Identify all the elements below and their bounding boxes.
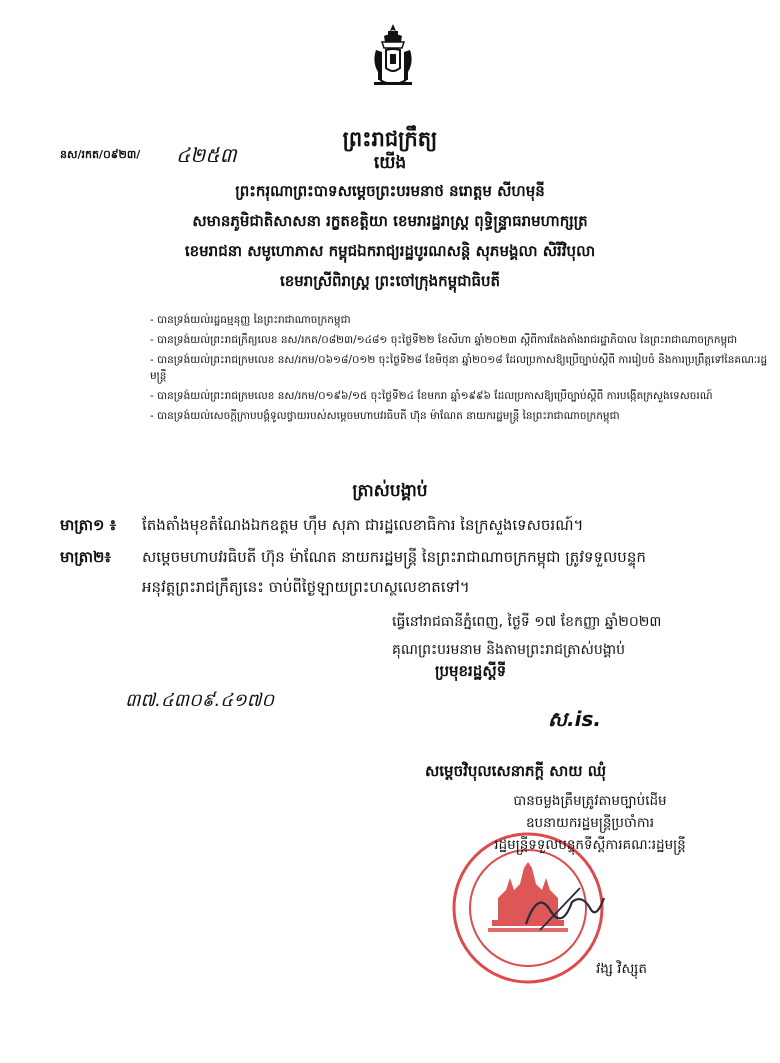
handwritten-number: ៤២៥៣ bbox=[176, 143, 237, 167]
document-number: នស/រកត/០៩២៣/ bbox=[60, 148, 141, 161]
certification-line: ឧបនាយករដ្ឋមន្ត្រីប្រចាំការ bbox=[525, 815, 654, 831]
signer-name: សម្តេចវិបុលសេនាភក្តី សាយ ឈុំ bbox=[425, 762, 607, 780]
article-text: សម្តេចមហាបវរធិបតី ហ៊ុន ម៉ាណែត នាយករដ្ឋមន្ត្រី នៃព្រះរាជាណាចក្រកម្ពុជា ត្រូវទទួលបន្ទុក bbox=[142, 548, 646, 566]
article-text: តែងតាំងមុខតំណែងឯកឧត្តម ហ៊ឹម សុភា ជារដ្ឋលេខាធិការ នៃក្រសួងទេសចរណ៍។ bbox=[142, 516, 584, 534]
article-1 bbox=[60, 510, 760, 540]
certifying-official-name: វង្ស វិស្សុត bbox=[596, 961, 647, 977]
king-title-line: ខេមរាជនា សមូហោភាស កម្ពុជឯករាជ្យរដ្ឋបូរណសន្តិ សុភមង្គលា សិរីវិបុលា bbox=[184, 242, 596, 260]
place-and-date-block bbox=[392, 608, 661, 664]
place-date: ធ្វើនៅរាជធានីភ្នំពេញ, ថ្ងៃទី ១៧ ខែកញ្ញា ឆ្នាំ២០២៣ bbox=[392, 614, 662, 630]
certification-line: បានចម្លងត្រឹមត្រូវតាមច្បាប់ដើម bbox=[513, 793, 667, 809]
decree-heading: ត្រាស់បង្គាប់ bbox=[352, 481, 428, 501]
reference-item: - បានទ្រង់យល់សេចក្តីក្រាបបង្គំទូលថ្វាយរបស់សម្តេចមហាបវរធិបតី ហ៊ុន ម៉ាណែត នាយករដ្ឋមន្ត្រី នៃព្រះរាជាណាចក្រកម្ពុជា bbox=[150, 410, 620, 422]
certification-block bbox=[420, 790, 760, 856]
royal-signature-line: គុណព្រះបរមនាម និងតាមព្រះរាជត្រាស់បង្គាប់ bbox=[392, 642, 625, 658]
reference-item: - បានទ្រង់យល់ព្រះរាជក្រមលេខ នស/រកម/០៦១៨/០១២ ចុះថ្ងៃទី២៨ ខែមិថុនា ឆ្នាំ២០១៨ ដែលប្រកាសឱ្យប្រើច្បាប់ស្តីពី ការរៀបចំ និងការប្រព្រឹត្តទៅនៃគណៈរដ្ឋមន្ត្រី bbox=[150, 354, 768, 382]
article-2 bbox=[60, 542, 760, 602]
decree-title: ព្រះរាជក្រឹត្យ bbox=[342, 127, 438, 151]
references-list bbox=[150, 312, 770, 424]
king-title-line: ព្រះករុណាព្រះបាទសម្តេចព្រះបរមនាថ នរោត្តម សីហមុនី bbox=[235, 182, 545, 200]
article-text-continuation: អនុវត្តព្រះរាជក្រឹត្យនេះ ចាប់ពីថ្ងៃឡាយព្រះហស្ថលេខាតទៅ។ bbox=[142, 578, 470, 596]
article-label: មាត្រា១ ៖ bbox=[60, 516, 117, 534]
certification-line: រដ្ឋមន្ត្រីទទួលបន្ទុកទីស្តីការគណៈរដ្ឋមន្ត្រី bbox=[494, 837, 686, 853]
handwritten-registration: ៣៧.៤៣០៩.៤១៧០ bbox=[125, 690, 275, 711]
king-title-line: សមានភូមិជាតិសាសនា រក្ខតខត្តិយា ខេមរារដ្ឋរាស្ត្រ ពុទ្ធិន្ទ្រាធរាមហាក្សត្រ bbox=[192, 212, 588, 230]
reference-item: - បានទ្រង់យល់រដ្ឋធម្មនុញ្ញ នៃព្រះរាជាណាចក្រកម្ពុជា bbox=[150, 314, 351, 326]
reference-item: - បានទ្រង់យល់ព្រះរាជក្រឹត្យលេខ នស/រកត/០៨២៣/១៤៨១ ចុះថ្ងៃទី២២ ខែសីហា ឆ្នាំ២០២៣ ស្តីពីការតែងតាំងរាជរដ្ឋាភិបាល នៃព្រះរាជាណាចក្រកម្ពុជា bbox=[150, 334, 738, 346]
article-label: មាត្រា២៖ bbox=[60, 548, 111, 566]
handwritten-signature-icon bbox=[520, 880, 610, 940]
handwritten-initials: ស.is. bbox=[548, 707, 601, 731]
royal-coat-of-arms-icon bbox=[368, 22, 418, 90]
head-of-state-rank: ប្រមុខរដ្ឋស្តីទី bbox=[435, 662, 507, 680]
reference-item: - បានទ្រង់យល់ព្រះរាជក្រមលេខ នស/រកម/០១៩៦/១៥ ចុះថ្ងៃទី២៤ ខែមករា ឆ្នាំ១៩៩៦ ដែលប្រកាសឱ្យប្រើច្បាប់ស្តីពី ការបង្កើតក្រសួងទេសចរណ៍ bbox=[150, 390, 713, 402]
king-title-line: ខេមរាស្រីពិរាស្ត្រ ព្រះចៅក្រុងកម្ពុជាធិបតី bbox=[279, 272, 501, 290]
decree-we: យើង bbox=[373, 153, 407, 173]
